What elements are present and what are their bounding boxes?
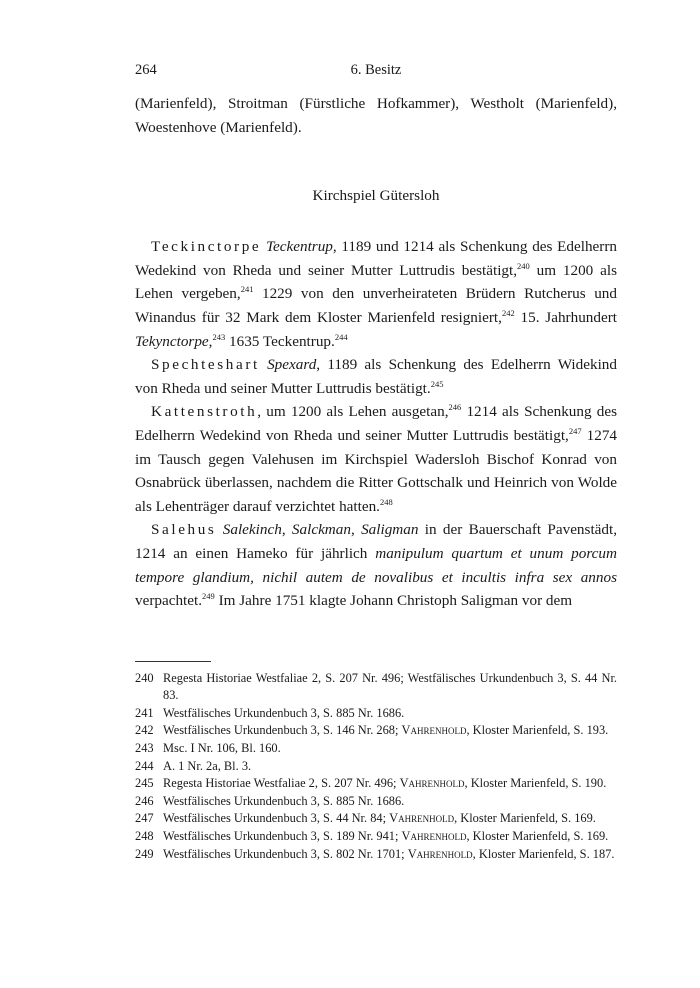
footnote-text: Westfälisches Urkundenbuch 3, S. 885 Nr. 1686.	[163, 793, 405, 808]
footnote-ref[interactable]: 240	[517, 260, 530, 271]
page-number: 264	[135, 62, 157, 78]
footnote-text	[163, 775, 617, 793]
footnote-ref[interactable]: 242	[501, 307, 515, 318]
footnote-ref[interactable]: 249	[202, 591, 215, 602]
footnote-ref[interactable]: 244	[334, 331, 348, 342]
entry-text: , 1189 als Schenkung des Edelherrn Widekind von Rheda und seiner Mutter Luttrudis bestätigt.	[135, 356, 617, 397]
footnote-number: 247	[135, 811, 154, 826]
chapter-title: 6. Besitz	[350, 62, 402, 78]
main-text	[135, 92, 617, 613]
variant-name: Saligman	[361, 521, 419, 539]
author-name: Vahrenhold	[401, 829, 467, 844]
footnote-text	[163, 722, 617, 740]
citation: Regesta Historiae Westfaliae 2, S. 207 Nr. 496;	[163, 776, 400, 791]
footnote	[135, 758, 617, 776]
footnote	[135, 670, 617, 705]
entry-teckinctorpe	[135, 235, 617, 353]
footnote-number: 245	[135, 776, 154, 791]
variant-name: Salekinch	[222, 521, 282, 539]
author-name: Vahrenhold	[407, 846, 473, 861]
entry-text: in der Bauerschaft Pavenstädt, 1214 an einen Hameko für jährlich	[135, 521, 618, 562]
entry-text: , um 1200 als Lehen ausgetan,	[257, 403, 449, 421]
variant-name: Tekynctorpe	[135, 332, 209, 350]
footnote-ref[interactable]: 243	[212, 331, 226, 342]
footnote	[135, 846, 617, 864]
place-name: Salehus	[151, 521, 217, 539]
place-name: Kattenstroth	[151, 403, 258, 421]
footnote-text: Msc. I Nr. 106, Bl. 160.	[163, 741, 281, 756]
footnote	[135, 793, 617, 811]
footnote-number: 242	[135, 723, 154, 738]
running-header	[135, 62, 617, 84]
entry-kattenstroth	[135, 400, 617, 518]
footnotes	[135, 670, 617, 864]
citation: Westfälisches Urkundenbuch 3, S. 802 Nr. 1701;	[163, 846, 408, 861]
citation: , Kloster Marienfeld, S. 169.	[454, 811, 596, 826]
place-name: Teckinctorpe	[151, 238, 262, 256]
citation: , Kloster Marienfeld, S. 169.	[466, 829, 609, 844]
footnote-ref[interactable]: 245	[430, 378, 444, 389]
footnote-number: 243	[135, 741, 154, 756]
variant-name: Salckman	[291, 521, 351, 539]
section-heading: Kirchspiel Gütersloh	[312, 187, 440, 205]
footnote-text: A. 1 Nr. 2a, Bl. 3.	[163, 758, 252, 773]
place-name: Spechteshart	[151, 356, 260, 374]
footnote	[135, 810, 617, 828]
footnote-text: Regesta Historiae Westfaliae 2, S. 207 Nr. 496; Westfälisches Urkundenbuch 3, S. 44 Nr. 83.	[163, 670, 617, 703]
footnote	[135, 775, 617, 793]
entry-text: 1635 Teckentrup.	[225, 332, 335, 350]
entry-text: 1274 im Tausch gegen Valehusen im Kirchspiel Wadersloh Bischof Konrad von Osnabrück überlassen, nachdem die Ritter Gottschalk und Heinrich von Wolde als Lehenträger darauf verzichtet hatten.	[135, 426, 618, 515]
footnote-ref[interactable]: 248	[379, 496, 393, 507]
footnote-ref[interactable]: 246	[448, 402, 462, 413]
citation: , Kloster Marienfeld, S. 193.	[466, 723, 609, 738]
entry-text: verpachtet.	[135, 592, 203, 610]
citation: , Kloster Marienfeld, S. 190.	[464, 776, 607, 791]
separator: ,	[350, 521, 362, 539]
author-name: Vahrenhold	[401, 723, 467, 738]
footnote-ref[interactable]: 241	[240, 284, 254, 295]
footnote-number: 246	[135, 793, 154, 808]
entry-text: 1214 als Schenkung des Edelherrn Wedekind von Rheda und seiner Mutter Luttrudis bestätigt,	[135, 403, 617, 444]
citation: Westfälisches Urkundenbuch 3, S. 189 Nr. 941;	[163, 829, 402, 844]
entry-text: , 1189 und 1214 als Schenkung des Edelherrn Wedekind von Rheda und seiner Mutter Luttrudis bestätigt,	[135, 238, 618, 279]
paragraph-continuation: (Marienfeld), Stroitman (Fürstliche Hofkammer), Westholt (Marienfeld), Woestenhove (Marienfeld).	[135, 95, 617, 136]
variant-name: Spexard	[267, 356, 317, 374]
entry-text: 1229 von den unverheirateten Brüdern Rutcherus und Winandus für 32 Mark dem Kloster Marienfeld resigniert,	[135, 285, 617, 326]
entry-text: um 1200 als Lehen vergeben,	[135, 261, 617, 303]
citation: Westfälisches Urkundenbuch 3, S. 146 Nr. 268;	[163, 723, 402, 738]
variant-name: Teckentrup	[265, 238, 333, 256]
citation: , Kloster Marienfeld, S. 187.	[472, 846, 615, 861]
citation: Westfälisches Urkundenbuch 3, S. 44 Nr. 84;	[163, 811, 390, 826]
footnote	[135, 705, 617, 723]
footnote-separator	[135, 661, 211, 662]
author-name: Vahrenhold	[389, 811, 455, 826]
entry-salehus	[135, 518, 617, 612]
entry-text: ,	[208, 332, 213, 350]
footnote-text: Westfälisches Urkundenbuch 3, S. 885 Nr. 1686.	[163, 705, 405, 720]
entry-text: 15. Jahrhundert	[514, 308, 617, 326]
footnote-text	[163, 846, 617, 864]
latin-quote: manipulum quartum et unum porcum tempore glandium, nichil autem de novalibus et incultis infra sex annos	[135, 544, 617, 586]
footnote-number: 248	[135, 829, 154, 844]
entry-spechteshart	[135, 353, 617, 400]
separator: ,	[281, 521, 292, 539]
footnote	[135, 740, 617, 758]
footnote-number: 241	[135, 705, 154, 720]
footnote-text	[163, 828, 617, 846]
book-page	[135, 62, 617, 863]
author-name: Vahrenhold	[399, 776, 465, 791]
footnote	[135, 722, 617, 740]
footnote-text	[163, 810, 617, 828]
footnote-number: 249	[135, 846, 154, 861]
footnote-ref[interactable]: 247	[568, 425, 582, 436]
footnote-number: 240	[135, 670, 154, 685]
footnote	[135, 828, 617, 846]
entry-text: Im Jahre 1751 klagte Johann Christoph Saligman vor dem	[214, 592, 573, 610]
footnote-number: 244	[135, 758, 154, 773]
